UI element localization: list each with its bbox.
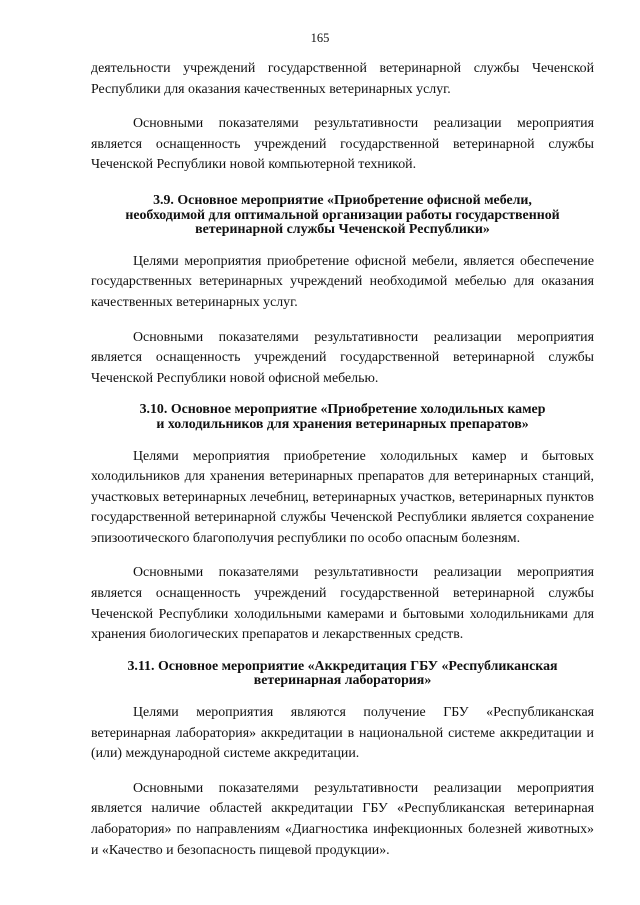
section-3-11 (91, 660, 594, 861)
section-3-10 (91, 403, 594, 646)
section-heading-line: ветеринарная лаборатория» (253, 673, 432, 689)
section-heading (91, 403, 594, 432)
page-content (91, 59, 594, 861)
section-heading-line: необходимой для оптимальной организации работы государственной (125, 207, 560, 223)
goal-paragraph: Целями мероприятия являются получение ГБУ «Республиканская ветеринарная лаборатория» аккредитации в национальной системе аккредитации и (или) международной системе аккредитации. (91, 705, 594, 762)
section-heading-line: 3.10. Основное мероприятие «Приобретение холодильных камер (139, 402, 546, 418)
page-number: 165 (310, 31, 330, 45)
indicators-paragraph: Основными показателями результативности реализации мероприятия является оснащенность учреждений государственной ветеринарной службы Чеченской Республики новой офисной мебелью. (91, 329, 594, 386)
section-heading-line: и холодильников для хранения ветеринарных препаратов» (156, 416, 529, 432)
indicators-paragraph: Основными показателями результативности реализации мероприятия является наличие областей аккредитации ГБУ «Республиканская ветеринарная лаборатория» по направлениям «Диагностика инфекционных болезней животных» и «Качество и безопасность пищевой продукции». (91, 780, 594, 858)
continuation-paragraph: деятельности учреждений государственной ветеринарной службы Чеченской Республики для оказания качественных ветеринарных услуг. (91, 61, 594, 97)
goal-paragraph: Целями мероприятия приобретение офисной мебели, является обеспечение государственных ветеринарных учреждений необходимой мебелью для оказания качественных ветеринарных услуг. (91, 253, 594, 310)
section-heading (91, 194, 594, 238)
goal-paragraph: Целями мероприятия приобретение холодильных камер и бытовых холодильников для хранения ветеринарных препаратов для ветеринарных станций, участковых ветеринарных лечебниц, ветеринарных участков, ветеринарных пунктов государственной ветеринарной службы Чеченской Республики является сохранение эпизоотического благополучия республики по особо опасным болезням. (91, 448, 594, 546)
section-heading-line: ветеринарной службы Чеченской Республики» (195, 222, 490, 238)
intro-indicators-paragraph: Основными показателями результативности реализации мероприятия является оснащенность учреждений государственной ветеринарной службы Чеченской Республики новой компьютерной техникой. (91, 116, 594, 173)
indicators-paragraph: Основными показателями результативности реализации мероприятия является оснащенность учреждений государственной ветеринарной службы Чеченской Республики холодильными камерами и бытовыми холодильниками для хранения биологических препаратов и лекарственных средств. (91, 565, 594, 643)
section-heading-line: 3.11. Основное мероприятие «Аккредитация ГБУ «Республиканская (127, 658, 558, 674)
section-heading (91, 660, 594, 689)
section-heading-line: 3.9. Основное мероприятие «Приобретение офисной мебели, (153, 192, 532, 208)
section-3-9 (91, 194, 594, 389)
